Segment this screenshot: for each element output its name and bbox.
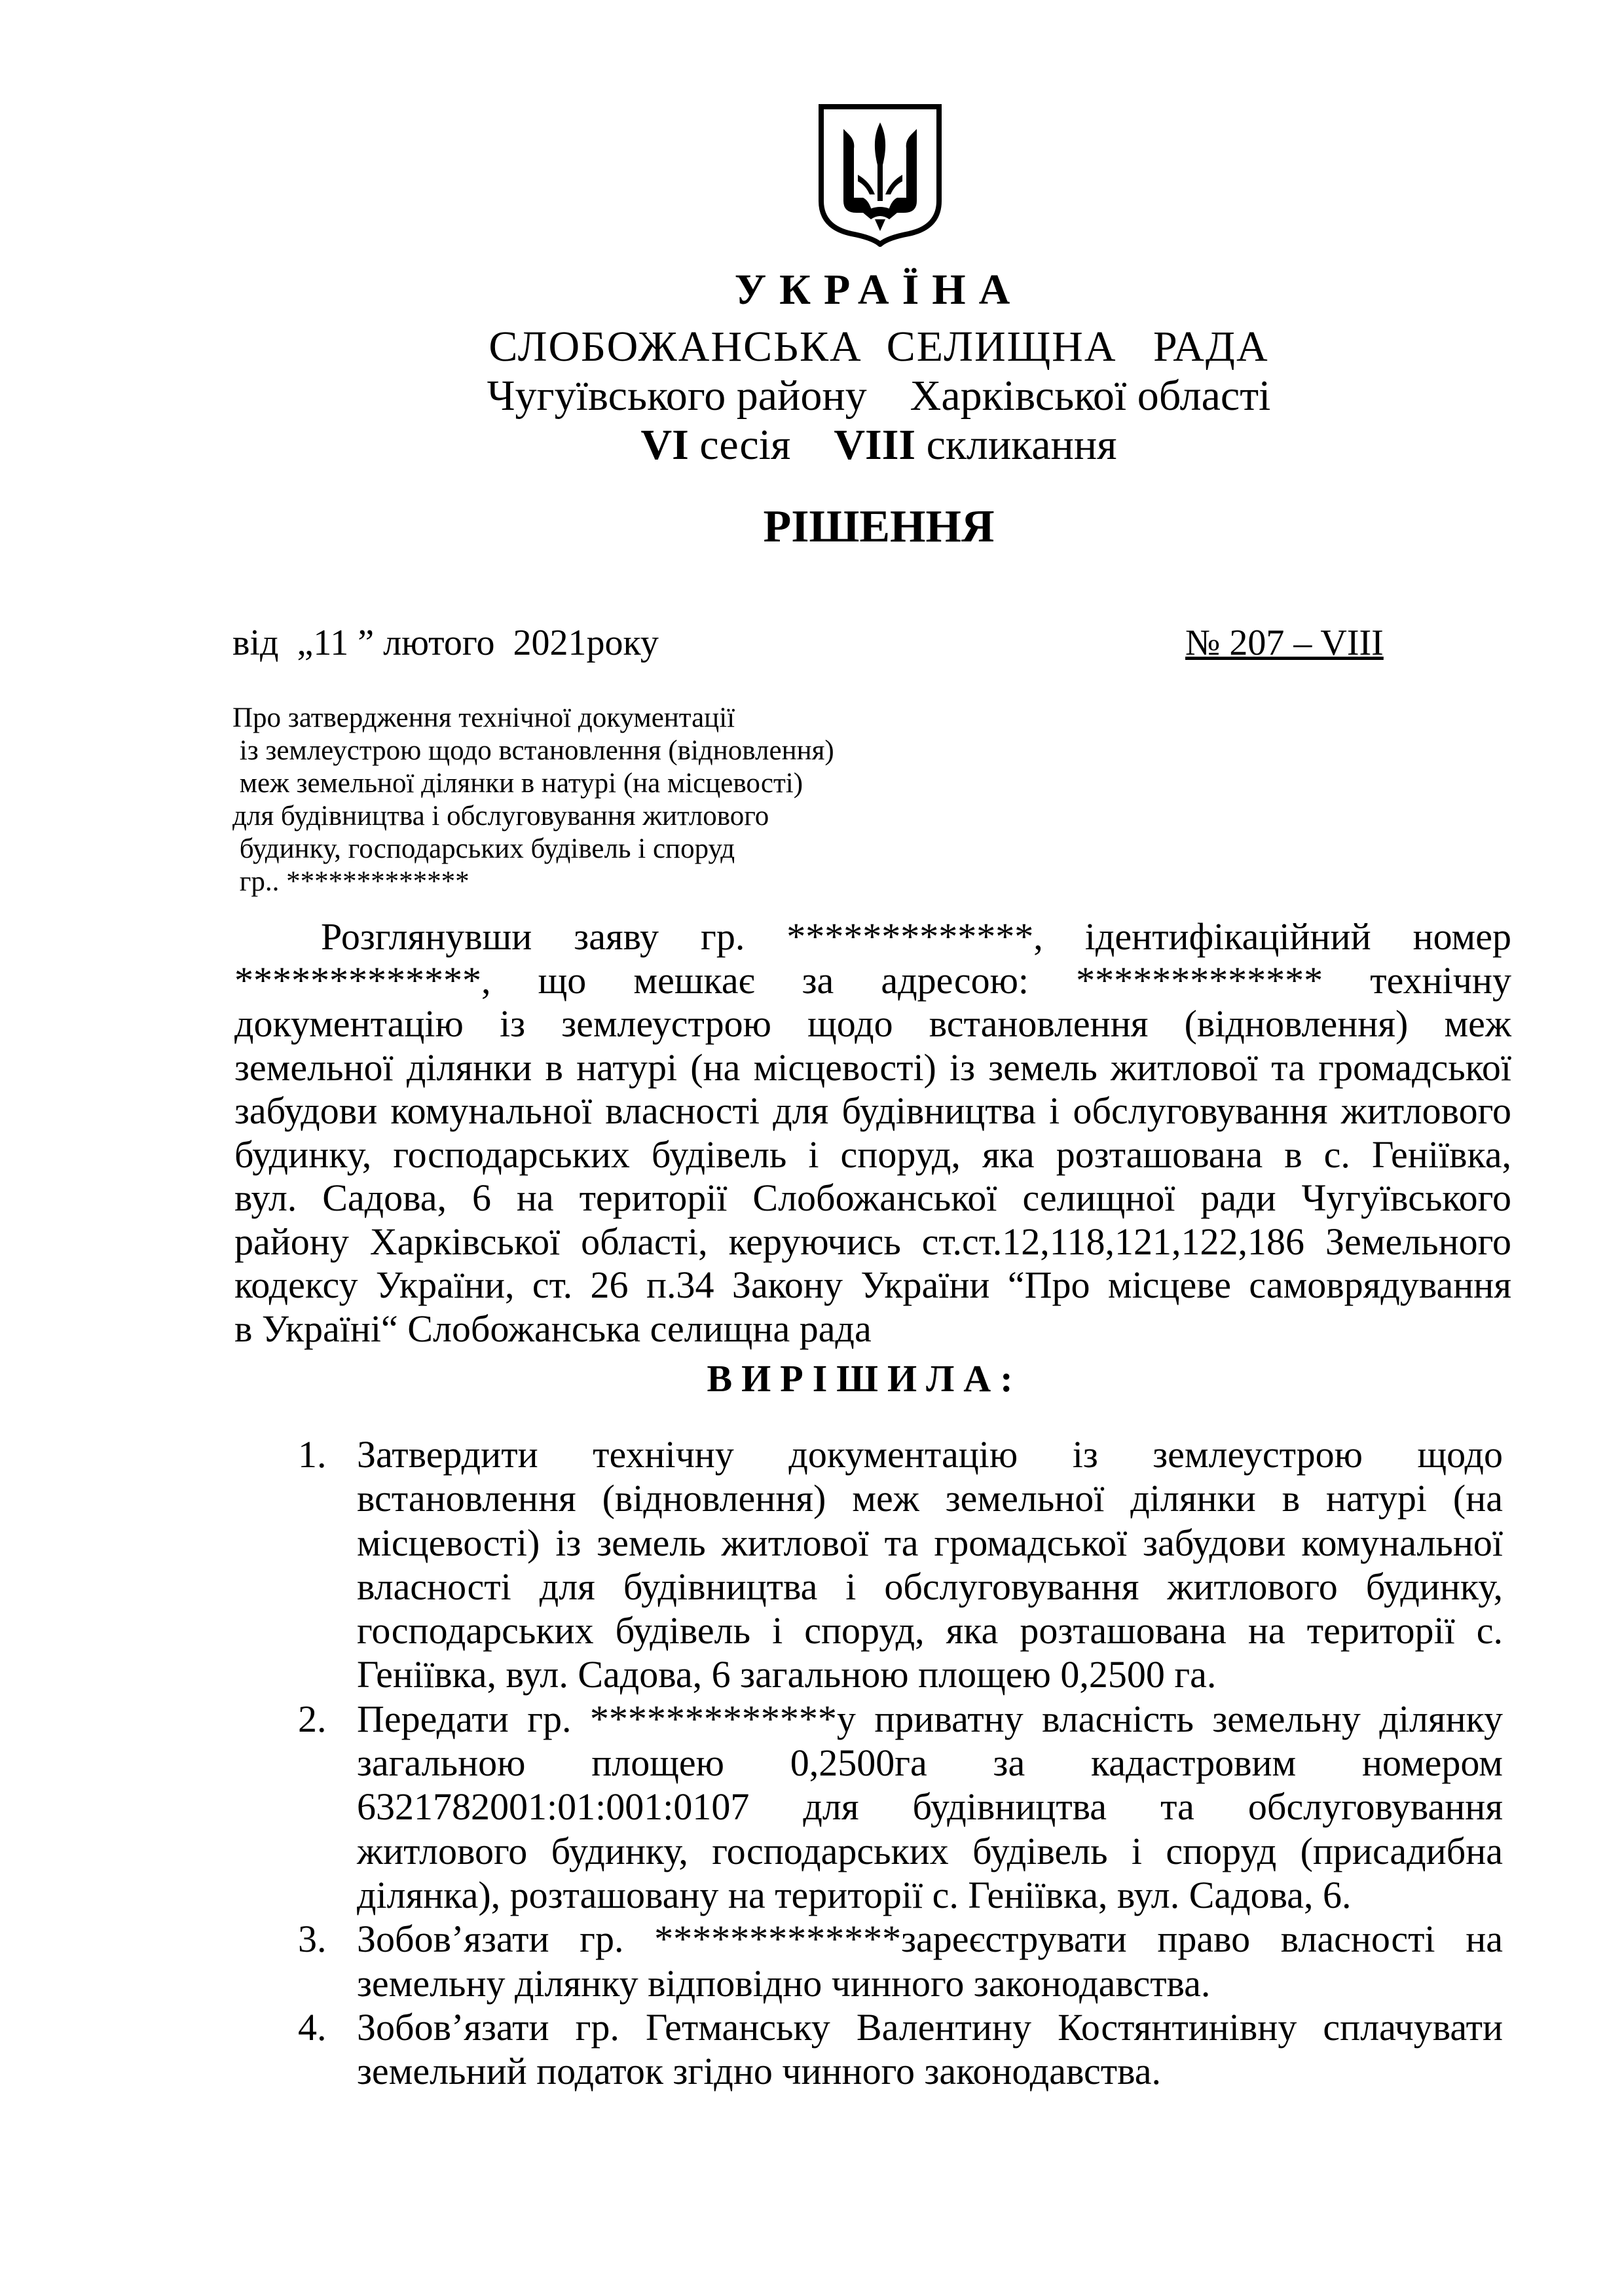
decision-text xyxy=(357,1917,1503,2005)
decision-number: № 207 – VIII xyxy=(1185,623,1384,663)
decision-number-label: 4. xyxy=(298,2005,327,2049)
decision-line: загальною площею 0,2500га за кадастровим номером xyxy=(357,1741,1503,1785)
decision-line: Затвердити технічну документацію із землеустрою щодо xyxy=(357,1433,1503,1476)
preamble-line: кодексу України, ст. 26 п.34 Закону України “Про місцеве самоврядування xyxy=(234,1264,1511,1306)
convocation-word: скликання xyxy=(915,421,1117,469)
preamble-line: *************, що мешкає за адресою: ************* технічну xyxy=(234,958,1511,1002)
decision-line: власності для будівництва і обслуговування житлового будинку, xyxy=(357,1565,1503,1608)
session-line xyxy=(0,419,1624,471)
decision-line: житлового будинку, господарських будівель і споруд (присадибна xyxy=(357,1829,1503,1872)
decision-number-label: 3. xyxy=(298,1918,327,1961)
decision-subject xyxy=(232,702,834,898)
decision-line: господарських будівель і споруд, яка розташована на території с. xyxy=(357,1609,1503,1652)
preamble-line: в Україні“ Слобожанська селищна рада xyxy=(234,1307,872,1350)
district-line: Чугуївського району Харківської області xyxy=(487,372,1271,420)
decision-text xyxy=(357,1432,1503,1697)
decision-line: Геніївка, вул. Садова, 6 загальною площею 0,2500 га. xyxy=(357,1653,1217,1696)
decision-text xyxy=(357,2005,1503,2094)
decision-number-label: 1. xyxy=(298,1433,327,1476)
subject-line: гр.. ************* xyxy=(232,866,470,897)
decision-line: земельну ділянку відповідно чинного законодавства. xyxy=(357,1961,1211,2005)
decision-number-label: 2. xyxy=(298,1697,327,1740)
preamble-line: вул. Садова, 6 на території Слобожанської селищної ради Чугуївського xyxy=(234,1176,1511,1219)
decision-line: Зобов’язати гр. *************зареєструвати право власності на xyxy=(357,1918,1503,1961)
subject-line: для будівництва і обслуговування житлового xyxy=(232,801,769,831)
decision-item xyxy=(298,1917,1503,2005)
preamble-line: документацію із землеустрою щодо встановлення (відновлення) меж xyxy=(234,1002,1511,1045)
session-word: сесія xyxy=(688,421,834,469)
decision-item xyxy=(298,2005,1503,2094)
coat-of-arms-emblem xyxy=(817,103,943,247)
decision-line: ділянка), розташовану на території с. Геніївка, вул. Садова, 6. xyxy=(357,1873,1352,1916)
decisions-list xyxy=(298,1432,1503,2093)
country-heading: УКРАЇНА xyxy=(734,266,1024,314)
decision-text xyxy=(357,1697,1503,1917)
resolved-heading: ВИРІШИЛА: xyxy=(707,1357,1022,1400)
preamble-paragraph xyxy=(234,915,1511,1351)
preamble-line: забудови комунальної власності для будівництва і обслуговування житлового xyxy=(234,1089,1511,1132)
preamble-line: будинку, господарських будівель і споруд, яка розташована в с. Геніївка, xyxy=(234,1133,1511,1176)
subject-line: із землеустрою щодо встановлення (відновлення) xyxy=(232,735,834,766)
decision-line: Передати гр. *************у приватну власність земельну ділянку xyxy=(357,1697,1503,1740)
preamble-line: району Харківської області, керуючись ст.ст.12,118,121,122,186 Земельного xyxy=(234,1220,1511,1263)
convocation-number: VIII xyxy=(834,421,916,469)
preamble-line: земельної ділянки в натурі (на місцевості) із земель житлової та громадської xyxy=(234,1046,1511,1089)
document-title: РІШЕННЯ xyxy=(763,501,995,552)
decision-line: місцевості) із земель житлової та громадської забудови комунальної xyxy=(357,1521,1503,1564)
subject-line: Про затвердження технічної документації xyxy=(232,702,735,733)
decision-line: встановлення (відновлення) меж земельної ділянки в натурі (на xyxy=(357,1477,1503,1520)
subject-line: будинку, господарських будівель і споруд xyxy=(232,833,735,864)
subject-line: меж земельної ділянки в натурі (на місцевості) xyxy=(232,768,803,799)
decision-line: 6321782001:01:001:0107 для будівництва та обслуговування xyxy=(357,1785,1503,1829)
decision-item xyxy=(298,1697,1503,1917)
decision-line: земельний податок згідно чинного законодавства. xyxy=(357,2050,1161,2093)
session-number: VI xyxy=(640,421,689,469)
preamble-line: Розглянувши заяву гр. *************, ідентифікаційний номер xyxy=(321,915,1511,958)
decision-item xyxy=(298,1432,1503,1697)
decision-line: Зобов’язати гр. Гетманську Валентину Костянтинівну сплачувати xyxy=(357,2005,1503,2049)
council-name: СЛОБОЖАНСЬКА СЕЛИЩНА РАДА xyxy=(489,323,1269,371)
decision-date: від „11 ” лютого 2021року xyxy=(232,623,659,663)
